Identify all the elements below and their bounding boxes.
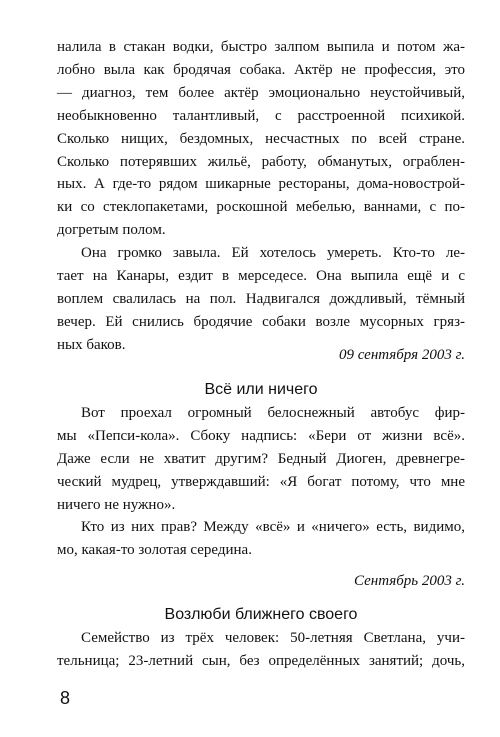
text-line: мы «Пепси-кола». Сбоку надпись: «Бери от жизни всё». [57,427,465,444]
section-title: Всё или ничего [204,381,318,398]
text-line: мо, какая-то золотая середина. [57,541,252,558]
text-line: необыкновенно талантливый, с расстроенной психикой. [57,107,465,124]
text-line: ных. А где-то рядом шикарные рестораны, дома-новострой- [57,176,465,193]
paragraph-4 [57,516,465,562]
text-line: ничего не нужно». [57,496,176,513]
paragraph-2 [57,242,465,357]
text-line: налила в стакан водки, быстро залпом выпила и потом жа- [57,39,465,55]
text-line: догретым полом. [57,222,166,239]
text-line: ческий мудрец, утверждавший: «Я богат потому, что мне [57,473,465,490]
text-line: Сколько нищих, бездомных, несчастных по всей стране. [57,130,465,147]
date-signature: Сентябрь 2003 г. [354,573,465,589]
text-line: Она громко завыла. Ей хотелось умереть. Кто-то ле- [81,245,465,261]
paragraph-3 [57,402,465,517]
text-line: ки со стеклопакетами, роскошной мебелью, ваннами, с по- [57,199,465,216]
paragraph-1 [57,36,465,242]
paragraph-5 [57,627,465,673]
text-line: лобно выла как бродячая собака. Актёр не профессия, это [57,61,465,78]
text-line: Сколько потерявших жильё, работу, обманутых, ограблен- [57,153,465,170]
text-line: — диагноз, тем более актёр эмоционально неустойчивый, [57,84,465,101]
date-signature: 09 сентября 2003 г. [338,347,465,363]
text-line: ных баков. [57,336,126,353]
page-number: 8 [60,688,71,708]
text-line: Даже если не хватит другим? Бедный Диоген, древнегре- [57,450,465,467]
text-line: вечер. Ей снились бродячие собаки возле мусорных гряз- [57,313,465,330]
text-line: Семейство из трёх человек: 50-летняя Светлана, учи- [81,630,465,646]
text-line: Вот проехал огромный белоснежный автобус фир- [81,405,465,421]
text-line: тает на Канары, ездит в мерседесе. Она выпила ещё и с [57,267,465,284]
text-line: тельница; 23-летний сын, без определённых занятий; дочь, [57,652,465,669]
text-line: воплем свалилась на пол. Надвигался дождливый, тёмный [57,290,465,307]
text-line: Кто из них прав? Между «всё» и «ничего» есть, видимо, [81,519,465,535]
section-title: Возлюби ближнего своего [164,606,358,623]
